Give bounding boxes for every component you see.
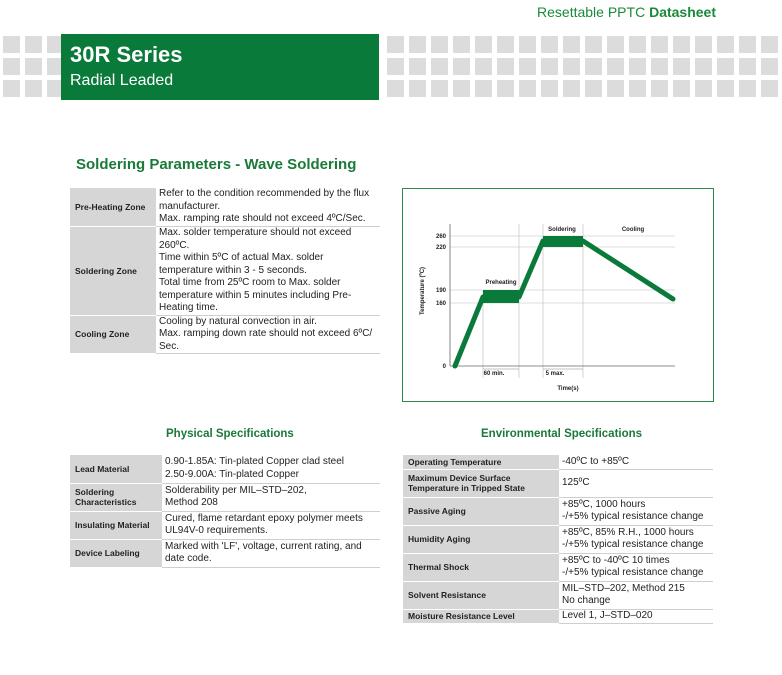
decorative-tiles-left xyxy=(0,34,61,100)
header-prefix: Resettable PPTC xyxy=(537,4,650,20)
y-tick-label: 160 xyxy=(435,301,446,307)
spec-label-line: Soldering xyxy=(75,487,115,497)
decorative-tile xyxy=(453,36,470,53)
spec-label-line: Thermal Shock xyxy=(408,562,469,572)
decorative-tile xyxy=(695,58,712,75)
spec-label-line: Lead Material xyxy=(75,463,130,474)
spec-label xyxy=(403,581,559,609)
spec-value xyxy=(559,525,713,553)
environmental-table xyxy=(403,455,713,624)
spec-value-line: temperature within 3 - 5 seconds. xyxy=(159,264,307,276)
spec-value xyxy=(156,315,380,354)
phase-label: Cooling xyxy=(621,227,645,233)
decorative-tile xyxy=(387,80,404,97)
spec-label-line: Characteristics xyxy=(75,497,137,507)
spec-value-line: -/+5% typical resistance change xyxy=(562,539,704,550)
spec-value xyxy=(162,511,380,539)
spec-label-line: Passive Aging xyxy=(408,506,466,516)
spec-label xyxy=(403,609,559,623)
phase-label: Soldering xyxy=(548,227,576,233)
spec-value-line: -40ºC to +85ºC xyxy=(562,455,630,467)
spec-label-line: Maximum Device Surface xyxy=(408,473,511,483)
spec-value-line: temperature within 5 minutes including Pre- xyxy=(159,289,352,301)
spec-value-line: manufacturer. xyxy=(159,200,221,212)
decorative-tile xyxy=(3,58,20,75)
decorative-tile xyxy=(607,80,624,97)
spec-value xyxy=(162,539,380,567)
decorative-tile xyxy=(717,58,734,75)
soldering-profile-chart xyxy=(402,188,714,402)
spec-value xyxy=(559,553,713,581)
phase-label: Preheating xyxy=(485,280,517,286)
spec-value xyxy=(156,188,380,227)
spec-label xyxy=(403,497,559,525)
decorative-tile xyxy=(541,80,558,97)
decorative-tile xyxy=(409,36,426,53)
spec-value-line: MIL–STD–202, Method 215 xyxy=(562,582,685,594)
decorative-tile xyxy=(497,36,514,53)
spec-value-line: +85ºC, 85% R.H., 1000 hours xyxy=(562,526,694,538)
spec-label-line: Soldering Zone xyxy=(75,265,137,276)
spec-value-line: Marked with 'LF', voltage, current rating, and xyxy=(165,540,362,552)
decorative-tile xyxy=(25,58,42,75)
spec-value-line: Cured, flame retardant epoxy polymer meets xyxy=(165,512,363,524)
spec-value-line: +85ºC, 1000 hours xyxy=(562,498,646,510)
decorative-tile xyxy=(563,80,580,97)
decorative-tile xyxy=(695,80,712,97)
spec-value-line: Cooling by natural convection in air. xyxy=(159,315,317,327)
decorative-tile xyxy=(541,58,558,75)
chart-svg xyxy=(403,189,713,401)
soldering-table xyxy=(70,188,380,354)
decorative-tile xyxy=(695,36,712,53)
spec-label-line: Moisture Resistance Level xyxy=(408,611,515,621)
decorative-tile xyxy=(651,58,668,75)
spec-value xyxy=(162,483,380,511)
spec-value-line: Max. ramping rate should not exceed 4ºC/Sec. xyxy=(159,213,366,225)
spec-label xyxy=(403,553,559,581)
spec-value-line: +85ºC to -40ºC 10 times xyxy=(562,554,670,566)
decorative-tile xyxy=(497,58,514,75)
spec-row xyxy=(70,227,380,316)
spec-row xyxy=(70,483,380,511)
spec-label xyxy=(70,455,162,483)
decorative-tile xyxy=(453,80,470,97)
spec-value-line: Level 1, J–STD–020 xyxy=(562,609,653,621)
spec-value xyxy=(559,497,713,525)
spec-value-line: UL94V-0 requirements. xyxy=(165,525,268,536)
decorative-tile xyxy=(673,58,690,75)
decorative-tile xyxy=(629,36,646,53)
decorative-tile xyxy=(409,80,426,97)
decorative-tile xyxy=(717,36,734,53)
spec-label xyxy=(70,511,162,539)
decorative-tile xyxy=(519,36,536,53)
spec-label-line: Insulating Material xyxy=(75,520,150,530)
spec-label-line: Temperature in Tripped State xyxy=(408,483,525,493)
spec-value-line: Max. ramping down rate should not exceed 6ºC/ xyxy=(159,328,373,339)
spec-row xyxy=(70,511,380,539)
spec-label xyxy=(403,455,559,469)
spec-label-line: Device Labeling xyxy=(75,548,140,558)
series-banner xyxy=(61,34,379,100)
spec-label-line: Humidity Aging xyxy=(408,534,471,544)
decorative-tile xyxy=(475,36,492,53)
spec-row xyxy=(403,609,713,623)
decorative-tile xyxy=(761,58,778,75)
decorative-tile xyxy=(585,80,602,97)
spec-value-line: Method 208 xyxy=(165,497,218,508)
spec-row xyxy=(70,188,380,227)
series-title: 30R Series xyxy=(70,42,183,67)
decorative-tile xyxy=(651,36,668,53)
spec-value-line: date code. xyxy=(165,553,212,564)
decorative-tile xyxy=(431,36,448,53)
spec-label xyxy=(403,469,559,497)
decorative-tiles-right xyxy=(384,34,782,100)
decorative-tile xyxy=(475,80,492,97)
decorative-tile xyxy=(3,36,20,53)
spec-label-line: Cooling Zone xyxy=(75,329,130,340)
spec-row xyxy=(403,469,713,497)
spec-value xyxy=(559,455,713,469)
decorative-tile xyxy=(475,58,492,75)
decorative-tile xyxy=(629,58,646,75)
decorative-tile xyxy=(673,36,690,53)
spec-value-line: No change xyxy=(562,595,611,606)
spec-label xyxy=(70,227,156,316)
profile-line xyxy=(455,241,673,366)
decorative-tile xyxy=(761,80,778,97)
spec-row xyxy=(70,455,380,483)
decorative-tile xyxy=(563,58,580,75)
decorative-tile xyxy=(387,36,404,53)
spec-label xyxy=(403,525,559,553)
decorative-tile xyxy=(3,80,20,97)
y-tick-label: 220 xyxy=(435,245,446,251)
decorative-tile xyxy=(519,58,536,75)
spec-value xyxy=(559,581,713,609)
x-annotation: 5 max. xyxy=(545,371,565,377)
decorative-tile xyxy=(739,58,756,75)
decorative-tile xyxy=(497,80,514,97)
decorative-tile xyxy=(717,80,734,97)
spec-value-line: 260ºC. xyxy=(159,239,190,251)
soldering-title: Soldering Parameters - Wave Soldering xyxy=(76,156,357,173)
spec-label-line: Solvent Resistance xyxy=(408,590,486,600)
datasheet-header xyxy=(537,4,716,20)
decorative-tile xyxy=(761,36,778,53)
decorative-tile xyxy=(541,36,558,53)
y-axis-label: Temperature (ºC) xyxy=(420,266,426,316)
spec-value-line: Heating time. xyxy=(159,302,218,313)
spec-value-line: 0.90-1.85A: Tin-plated Copper clad steel xyxy=(165,456,344,468)
decorative-tile xyxy=(431,80,448,97)
decorative-tile xyxy=(387,58,404,75)
spec-value-line: Sec. xyxy=(159,340,180,352)
decorative-tile xyxy=(25,80,42,97)
spec-label xyxy=(70,539,162,567)
decorative-tile xyxy=(25,36,42,53)
physical-title: Physical Specifications xyxy=(166,428,294,440)
y-tick-label: 190 xyxy=(435,288,446,294)
spec-value-line: Solderability per MIL–STD–202, xyxy=(165,484,307,496)
spec-row xyxy=(403,497,713,525)
decorative-tile xyxy=(629,80,646,97)
spec-value-line: 2.50-9.00A: Tin-plated Copper xyxy=(165,468,299,480)
decorative-tile xyxy=(739,80,756,97)
decorative-tile xyxy=(409,58,426,75)
x-annotation: 60 min. xyxy=(483,371,505,377)
y-tick-label: 260 xyxy=(435,234,446,240)
series-type: Radial Leaded xyxy=(70,72,174,89)
spec-value-line: 125ºC xyxy=(562,476,590,488)
spec-label xyxy=(70,483,162,511)
environmental-title: Environmental Specifications xyxy=(481,428,643,440)
decorative-tile xyxy=(739,36,756,53)
spec-value-line: Max. solder temperature should not exceed xyxy=(159,227,352,238)
spec-row xyxy=(403,581,713,609)
decorative-tile xyxy=(585,58,602,75)
decorative-tile xyxy=(607,58,624,75)
header-bold: Datasheet xyxy=(649,4,716,20)
decorative-tile xyxy=(607,36,624,53)
spec-value-line: -/+5% typical resistance change xyxy=(562,511,704,522)
spec-value-line: -/+5% typical resistance change xyxy=(562,567,704,578)
decorative-tile xyxy=(673,80,690,97)
decorative-tile xyxy=(431,58,448,75)
spec-value xyxy=(162,455,380,483)
spec-label-line: Operating Temperature xyxy=(408,456,502,467)
spec-value-line: Total time from 25ºC room to Max. solder xyxy=(159,277,341,288)
decorative-tile xyxy=(563,36,580,53)
spec-row xyxy=(403,525,713,553)
spec-row xyxy=(403,553,713,581)
y-tick-label: 0 xyxy=(442,364,446,370)
decorative-tile xyxy=(519,80,536,97)
spec-value-line: Time within 5ºC of actual Max. solder xyxy=(159,252,324,263)
decorative-tile xyxy=(585,36,602,53)
x-axis-label: Time(s) xyxy=(557,386,579,392)
spec-row xyxy=(70,315,380,354)
spec-label-line: Pre-Heating Zone xyxy=(75,202,146,212)
decorative-tile xyxy=(651,80,668,97)
spec-value xyxy=(559,609,713,623)
spec-row xyxy=(403,455,713,469)
spec-value xyxy=(156,227,380,316)
spec-value-line: Refer to the condition recommended by the flux xyxy=(159,188,370,200)
spec-label xyxy=(70,188,156,227)
physical-table xyxy=(70,455,380,568)
spec-row xyxy=(70,539,380,567)
decorative-tile xyxy=(453,58,470,75)
spec-value xyxy=(559,469,713,497)
spec-label xyxy=(70,315,156,354)
